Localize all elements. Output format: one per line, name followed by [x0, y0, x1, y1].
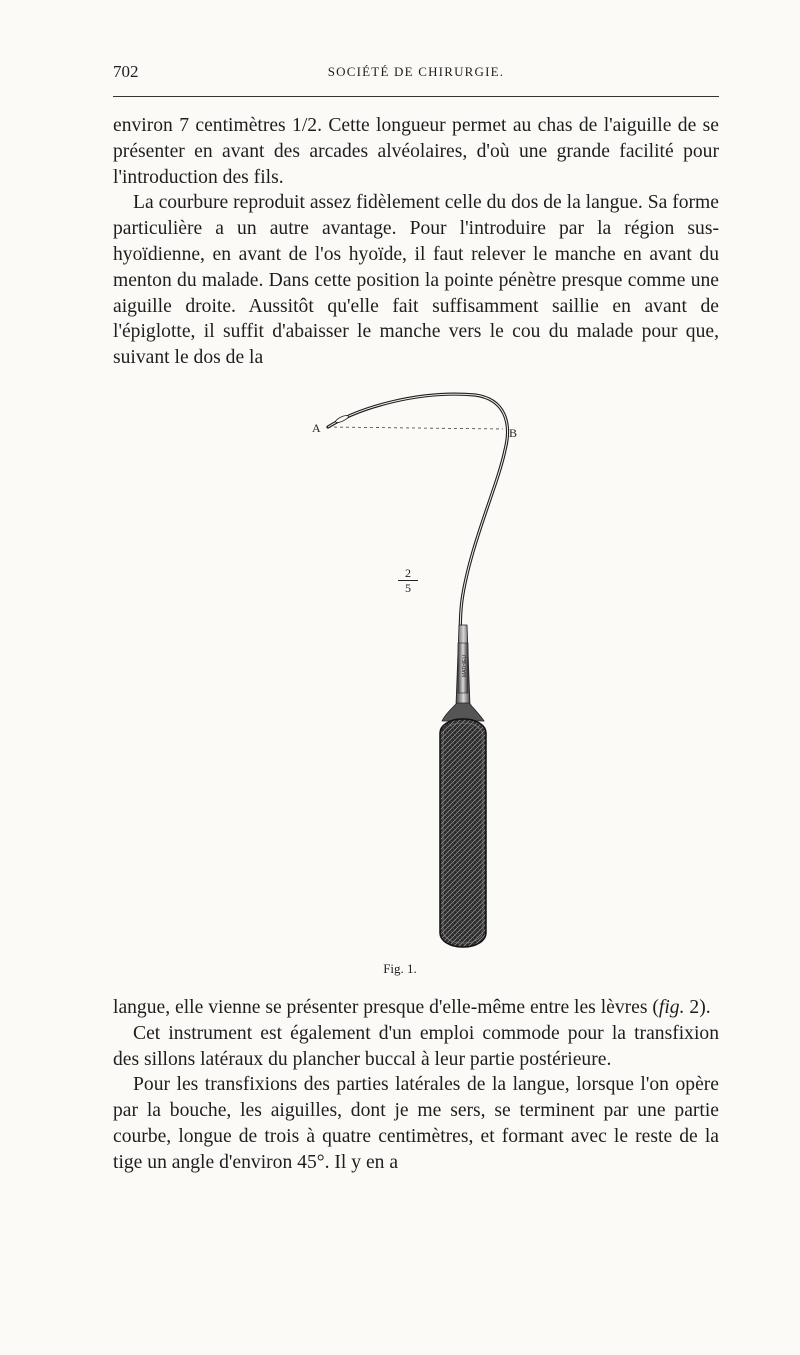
paragraph-transfixion: Cet instrument est également d'un emploi commode pour la transfixion des sillons latéraux du plancher buccal à leur partie postérieure.: [113, 1022, 719, 1070]
label-a: A: [312, 421, 321, 435]
page-number: 702: [113, 62, 139, 81]
scale-numerator: 2: [398, 566, 418, 581]
text-block-top: [113, 113, 719, 371]
figure-caption: Fig. 1.: [383, 961, 417, 976]
scale-denominator: 5: [405, 581, 411, 595]
knurled-handle: [440, 719, 486, 947]
chord-dashed-line: [328, 427, 503, 429]
header-rule: [113, 96, 719, 97]
figure-reference: fig.: [658, 997, 685, 1018]
label-b: B: [509, 426, 518, 440]
paragraph-curvature: La courbure reproduit assez fidèlement celle du dos de la langue. Sa forme particulière a un autre avantage. Pour l'introduire par la région sus-hyoïdienne, en avant de l'os hyoïde, il faut relever le manche en avant du menton du malade. Dans cette position la pointe pénètre presque comme une aiguille droite. Aussitôt qu'elle fait suffisamment saillie en avant de l'épiglotte, il suffit d'abaisser le manche vers le cou du malade pour que, suivant le dos de la: [113, 192, 719, 369]
text-block-bottom: [113, 995, 719, 1176]
needle-curve: [328, 394, 507, 705]
paragraph-lips: [113, 995, 719, 1021]
paragraph-lips-end: 2).: [684, 997, 711, 1018]
paragraph-continuation: environ 7 centimètres 1/2. Cette longueur permet au chas de l'aiguille de se présenter en avant des arcades alvéolaires, d'où une grande facilité pour l'introduction des fils.: [113, 115, 719, 188]
scale-fraction: [398, 566, 418, 595]
page-header: [113, 60, 719, 86]
paragraph-lateral: Pour les transfixions des parties latérales de la langue, lorsque l'on opère par la bouche, les aiguilles, dont je me sers, se terminent par une partie courbe, longue de trois à quatre centimètres, et formant avec le reste de la tige un angle d'environ 45°. Il y en a: [113, 1074, 719, 1173]
maker-mark: MATHIEU: [462, 654, 468, 677]
needle-eye: [335, 414, 350, 424]
running-title: SOCIÉTÉ DE CHIRURGIE.: [327, 64, 505, 79]
paragraph-lips-text: langue, elle vienne se présenter presque d'elle-même entre les lèvres (: [113, 997, 659, 1018]
figure-needle-illustration: [300, 385, 540, 965]
